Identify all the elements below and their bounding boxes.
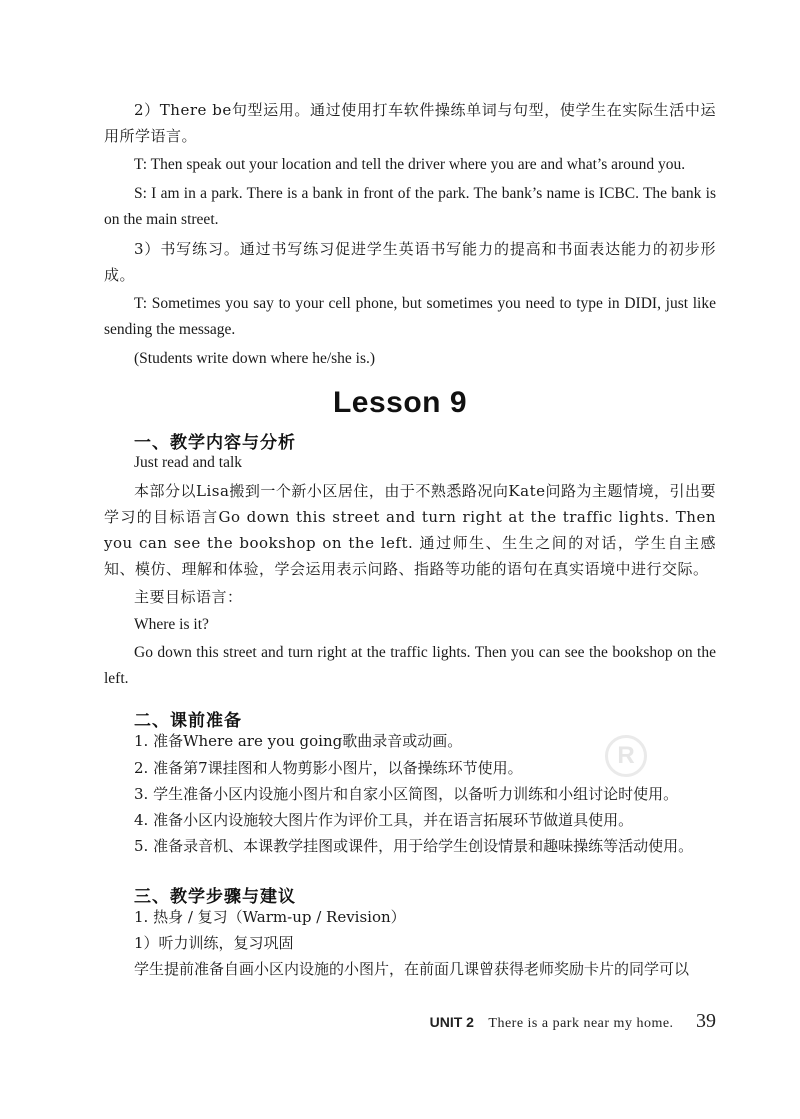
paragraph-students-write: (Students write down where he/she is.) <box>134 350 376 367</box>
lesson-title: Lesson 9 <box>332 386 468 419</box>
section1-analysis: 本部分以Lisa搬到一个新小区居住，由于不熟悉路况向Kate问路为主题情境，引出要学习的目标语言Go down this street and turn right at the traffic lights. Then you can see the bookshop on the left. 通过师生、生生之间的对话，学生自主感知、模仿、理解和体验，学会运用表示问路、指路等功能的语句在真实语境中进行交际。 <box>104 482 716 578</box>
paragraph-writing-practice: 3）书写练习。通过书写练习促进学生英语书写能力的提高和书面表达能力的初步形成。 <box>104 240 716 284</box>
top-section <box>104 97 716 372</box>
prep-item-3: 3. 学生准备小区内设施小图片和自家小区简图，以备听力训练和小组讨论时使用。 <box>134 785 679 803</box>
prep-item-1: 1. 准备Where are you going歌曲录音或动画。 <box>134 732 463 750</box>
paragraph-student-park: S: I am in a park. There is a bank in front of the park. The bank’s name is ICBC. The bank is on the main street. <box>104 185 716 228</box>
listening-line: 1）听力训练，复习巩固 <box>134 934 294 952</box>
prep-item-5: 5. 准备录音机、本课教学挂图或课件，用于给学生创设情景和趣味操练等活动使用。 <box>134 837 694 855</box>
paragraph-teacher-didi: T: Sometimes you say to your cell phone, but sometimes you need to type in DIDI, just like sending the message. <box>104 295 716 338</box>
section1-subtitle: Just read and talk <box>134 454 243 471</box>
section1-heading: 一、教学内容与分析 <box>134 433 296 453</box>
registered-watermark: R <box>605 735 647 777</box>
target-question: Where is it? <box>134 616 209 633</box>
paragraph-teacher-location: T: Then speak out your location and tell the driver where you are and what’s around you. <box>134 156 686 173</box>
page-number: 39 <box>696 1010 716 1032</box>
prep-item-4: 4. 准备小区内设施较大图片作为评价工具，并在语言拓展环节做道具使用。 <box>134 811 634 829</box>
section3-heading: 三、教学步骤与建议 <box>134 887 296 907</box>
section1-body <box>104 450 716 692</box>
paragraph-there-be: 2）There be句型运用。通过使用打车软件操练单词与句型，使学生在实际生活中运用所学语言。 <box>104 101 716 145</box>
page-footer <box>430 1010 716 1033</box>
target-language-label: 主要目标语言： <box>134 588 243 606</box>
warmup-line: 1. 热身 / 复习（Warm-up / Revision） <box>134 908 406 926</box>
prep-item-2: 2. 准备第7课挂图和人物剪影小图片，以备操练环节使用。 <box>134 759 523 777</box>
footer-unit: UNIT 2 <box>429 1014 474 1030</box>
students-prepare-line: 学生提前准备自画小区内设施的小图片，在前面几课曾获得老师奖励卡片的同学可以 <box>134 960 690 978</box>
footer-subtitle: There is a park near my home. <box>488 1016 674 1031</box>
target-answer: Go down this street and turn right at the traffic lights. Then you can see the bookshop on the left. <box>104 644 716 687</box>
section2-heading: 二、课前准备 <box>134 711 242 731</box>
